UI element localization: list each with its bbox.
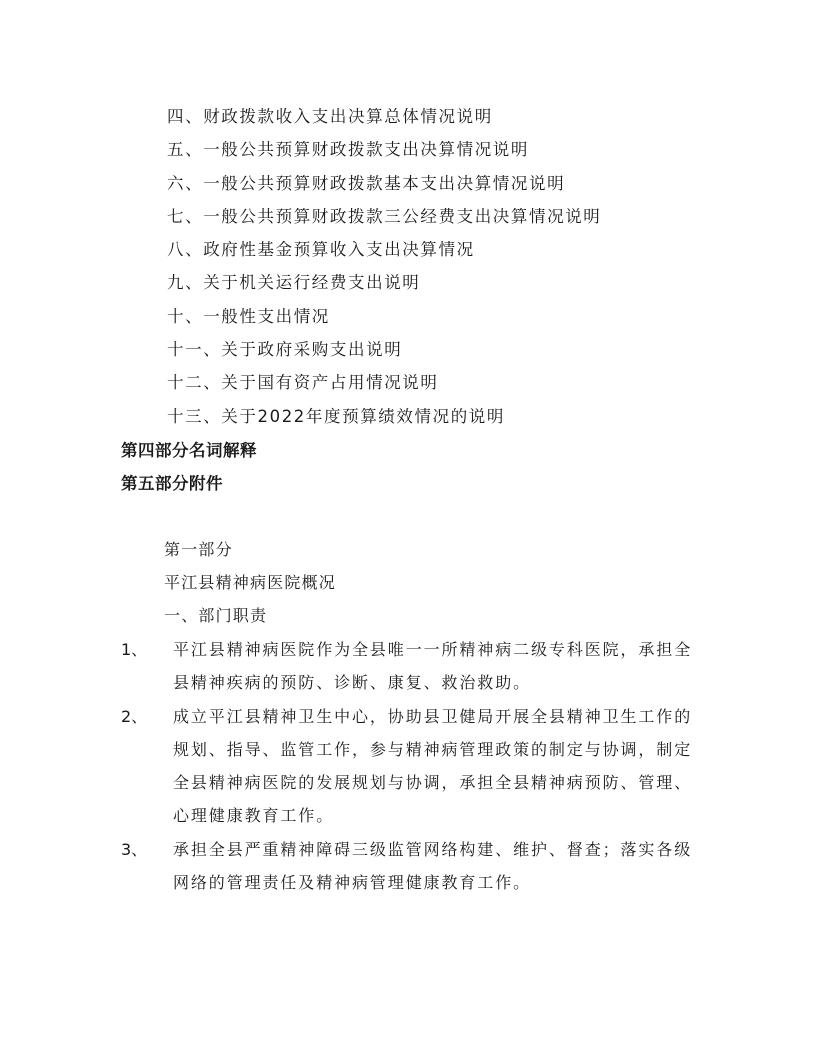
duty-text-3: 承担全县严重精神障碍三级监管网络构建、维护、督查；落实各级网络的管理责任及精神病管理健康教育工作。 xyxy=(173,840,693,892)
duty-number-3: 3、 xyxy=(121,840,148,859)
toc-item-10: 十、一般性支出情况 xyxy=(167,307,330,326)
duty-number-2: 2、 xyxy=(121,707,148,726)
toc-part-4-heading: 第四部分名词解释 xyxy=(121,441,257,460)
toc-item-13: 十三、关于2022年度预算绩效情况的说明 xyxy=(167,407,505,426)
toc-item-9: 九、关于机关运行经费支出说明 xyxy=(167,273,421,292)
part-title: 第一部分 xyxy=(164,540,233,559)
toc-item-8: 八、政府性基金预算收入支出决算情况 xyxy=(167,240,475,259)
toc-item-7: 七、一般公共预算财政拨款三公经费支出决算情况说明 xyxy=(167,207,602,226)
duty-text-2: 成立平江县精神卫生中心，协助县卫健局开展全县精神卫生工作的规划、指导、监管工作，参与精神病管理政策的制定与协调，制定全县精神病医院的发展规划与协调，承担全县精神病预防、管理、心理健康教育工作。 xyxy=(173,707,693,825)
toc-item-4: 四、财政拨款收入支出决算总体情况说明 xyxy=(167,107,493,126)
toc-item-11: 十一、关于政府采购支出说明 xyxy=(167,340,403,359)
toc-item-6: 六、一般公共预算财政拨款基本支出决算情况说明 xyxy=(167,174,566,193)
toc-item-5: 五、一般公共预算财政拨款支出决算情况说明 xyxy=(167,140,529,159)
duty-text-1: 平江县精神病医院作为全县唯一一所精神病二级专科医院，承担全县精神疾病的预防、诊断、康复、救治救助。 xyxy=(173,640,693,692)
overview-title: 平江县精神病医院概况 xyxy=(164,573,337,592)
toc-item-12: 十二、关于国有资产占用情况说明 xyxy=(167,373,439,392)
section-title: 一、部门职责 xyxy=(164,606,268,625)
toc-part-5-heading: 第五部分附件 xyxy=(121,474,223,493)
duty-number-1: 1、 xyxy=(121,640,148,659)
